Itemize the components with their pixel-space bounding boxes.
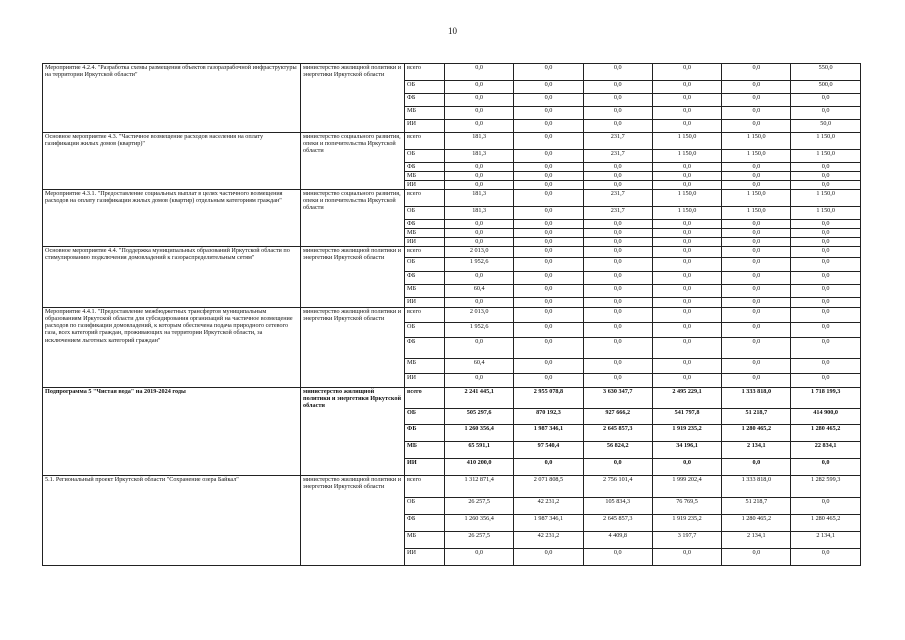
amount-cell: 1 987 346,1	[514, 515, 583, 532]
funding-source: ИИ	[405, 120, 445, 133]
amount-cell: 0,0	[791, 107, 860, 120]
funding-source: ОБ	[405, 498, 445, 515]
funding-source: МБ	[405, 107, 445, 120]
amount-cell: 0,0	[583, 308, 652, 323]
funding-source: всего	[405, 308, 445, 323]
table-row	[43, 388, 861, 409]
funding-source: МБ	[405, 532, 445, 549]
funding-source: ФБ	[405, 515, 445, 532]
amount-cell: 2 071 808,5	[514, 476, 583, 498]
amount-cell: 3 197,7	[652, 532, 721, 549]
amount-cell: 0,0	[722, 549, 791, 566]
amount-cell: 1 987 346,1	[514, 425, 583, 442]
table-row	[43, 190, 861, 207]
amount-cell: 0,0	[514, 258, 583, 272]
amount-cell: 231,7	[583, 190, 652, 207]
amount-cell: 0,0	[514, 107, 583, 120]
amount-cell: 1 333 818,0	[722, 476, 791, 498]
funding-source: ОБ	[405, 258, 445, 272]
funding-source: ОБ	[405, 323, 445, 338]
amount-cell: 0,0	[791, 549, 860, 566]
amount-cell: 0,0	[722, 172, 791, 181]
amount-cell: 0,0	[652, 220, 721, 229]
amount-cell: 1 282 599,3	[791, 476, 860, 498]
amount-cell: 0,0	[722, 459, 791, 476]
amount-cell: 0,0	[722, 359, 791, 374]
amount-cell: 0,0	[445, 338, 514, 359]
activity-name: Основное мероприятие 4.4. "Поддержка муниципальных образований Иркутской области по стимулированию подключения домовладений к газораспределительным сетям"	[43, 247, 301, 308]
amount-cell: 0,0	[791, 272, 860, 285]
amount-cell: 0,0	[722, 308, 791, 323]
amount-cell: 0,0	[791, 258, 860, 272]
amount-cell: 51 218,7	[722, 409, 791, 425]
amount-cell: 0,0	[652, 258, 721, 272]
amount-cell: 0,0	[722, 220, 791, 229]
amount-cell: 0,0	[583, 338, 652, 359]
amount-cell: 105 834,3	[583, 498, 652, 515]
funding-source: всего	[405, 247, 445, 258]
amount-cell: 231,7	[583, 133, 652, 150]
amount-cell: 0,0	[652, 64, 721, 81]
amount-cell: 1 333 818,0	[722, 388, 791, 409]
amount-cell: 0,0	[652, 308, 721, 323]
amount-cell: 927 666,2	[583, 409, 652, 425]
amount-cell: 0,0	[583, 94, 652, 107]
amount-cell: 0,0	[791, 338, 860, 359]
amount-cell: 0,0	[652, 338, 721, 359]
amount-cell: 0,0	[514, 549, 583, 566]
amount-cell: 42 231,2	[514, 532, 583, 549]
funding-source: ФБ	[405, 220, 445, 229]
funding-source: МБ	[405, 285, 445, 298]
amount-cell: 0,0	[583, 374, 652, 388]
amount-cell: 0,0	[791, 374, 860, 388]
amount-cell: 0,0	[514, 229, 583, 238]
amount-cell: 0,0	[445, 298, 514, 308]
amount-cell: 0,0	[445, 172, 514, 181]
amount-cell: 0,0	[722, 258, 791, 272]
amount-cell: 4 409,8	[583, 532, 652, 549]
funding-source: МБ	[405, 442, 445, 459]
budget-table	[42, 63, 861, 566]
amount-cell: 0,0	[445, 94, 514, 107]
amount-cell: 1 260 356,4	[445, 425, 514, 442]
amount-cell: 541 797,8	[652, 409, 721, 425]
amount-cell: 0,0	[791, 298, 860, 308]
amount-cell: 2 134,1	[722, 532, 791, 549]
amount-cell: 50,0	[791, 120, 860, 133]
amount-cell: 34 196,1	[652, 442, 721, 459]
executor-name: министерство жилищной политики и энергетики Иркутской области	[301, 388, 405, 476]
amount-cell: 231,7	[583, 150, 652, 163]
amount-cell: 0,0	[722, 163, 791, 172]
amount-cell: 0,0	[791, 181, 860, 190]
amount-cell: 0,0	[791, 172, 860, 181]
amount-cell: 1 919 235,2	[652, 515, 721, 532]
amount-cell: 0,0	[583, 64, 652, 81]
amount-cell: 0,0	[514, 190, 583, 207]
amount-cell: 1 150,0	[652, 133, 721, 150]
amount-cell: 2 241 445,1	[445, 388, 514, 409]
amount-cell: 0,0	[722, 298, 791, 308]
amount-cell: 414 900,0	[791, 409, 860, 425]
amount-cell: 0,0	[583, 229, 652, 238]
amount-cell: 0,0	[652, 323, 721, 338]
amount-cell: 181,3	[445, 150, 514, 163]
amount-cell: 0,0	[583, 238, 652, 247]
amount-cell: 181,3	[445, 190, 514, 207]
activity-name: 5.1. Региональный проект Иркутской области "Сохранение озера Байкал"	[43, 476, 301, 566]
funding-source: всего	[405, 190, 445, 207]
amount-cell: 0,0	[514, 272, 583, 285]
amount-cell: 1 150,0	[791, 190, 860, 207]
amount-cell: 1 999 202,4	[652, 476, 721, 498]
amount-cell: 1 150,0	[652, 150, 721, 163]
amount-cell: 0,0	[652, 81, 721, 94]
amount-cell: 2 134,1	[791, 532, 860, 549]
amount-cell: 0,0	[652, 181, 721, 190]
amount-cell: 0,0	[445, 238, 514, 247]
amount-cell: 0,0	[583, 323, 652, 338]
amount-cell: 0,0	[514, 150, 583, 163]
funding-source: ФБ	[405, 272, 445, 285]
amount-cell: 410 200,0	[445, 459, 514, 476]
executor-name: министерство жилищной политики и энергетики Иркутской области	[301, 308, 405, 388]
funding-source: ИИ	[405, 459, 445, 476]
amount-cell: 0,0	[445, 374, 514, 388]
amount-cell: 0,0	[583, 247, 652, 258]
activity-name: Основное мероприятие 4.3. "Частичное возмещение расходов населения на оплату газификации жилых домов (квартир)"	[43, 133, 301, 190]
amount-cell: 26 257,5	[445, 498, 514, 515]
amount-cell: 1 150,0	[722, 207, 791, 220]
amount-cell: 0,0	[722, 323, 791, 338]
amount-cell: 0,0	[652, 163, 721, 172]
activity-name: Мероприятие 4.2.4. "Разработка схемы размещения объектов газоразрабочной инфраструктуры на территории Иркутской области"	[43, 64, 301, 133]
amount-cell: 0,0	[652, 459, 721, 476]
amount-cell: 0,0	[583, 272, 652, 285]
amount-cell: 0,0	[445, 120, 514, 133]
amount-cell: 2 645 857,3	[583, 425, 652, 442]
amount-cell: 0,0	[514, 181, 583, 190]
amount-cell: 0,0	[514, 459, 583, 476]
amount-cell: 0,0	[791, 94, 860, 107]
amount-cell: 870 192,3	[514, 409, 583, 425]
amount-cell: 0,0	[652, 298, 721, 308]
funding-source: всего	[405, 133, 445, 150]
amount-cell: 0,0	[514, 285, 583, 298]
amount-cell: 505 297,6	[445, 409, 514, 425]
amount-cell: 0,0	[514, 133, 583, 150]
amount-cell: 1 150,0	[722, 150, 791, 163]
amount-cell: 0,0	[722, 181, 791, 190]
amount-cell: 0,0	[514, 238, 583, 247]
amount-cell: 0,0	[652, 247, 721, 258]
funding-source: ИИ	[405, 238, 445, 247]
amount-cell: 1 952,6	[445, 323, 514, 338]
amount-cell: 1 280 465,2	[791, 425, 860, 442]
amount-cell: 0,0	[514, 338, 583, 359]
amount-cell: 0,0	[514, 247, 583, 258]
amount-cell: 0,0	[514, 64, 583, 81]
amount-cell: 0,0	[791, 359, 860, 374]
amount-cell: 0,0	[652, 107, 721, 120]
amount-cell: 1 280 465,2	[722, 425, 791, 442]
funding-source: всего	[405, 64, 445, 81]
amount-cell: 76 769,5	[652, 498, 721, 515]
amount-cell: 0,0	[722, 338, 791, 359]
amount-cell: 0,0	[583, 459, 652, 476]
amount-cell: 0,0	[791, 285, 860, 298]
funding-source: ФБ	[405, 425, 445, 442]
amount-cell: 0,0	[514, 220, 583, 229]
funding-source: всего	[405, 388, 445, 409]
amount-cell: 0,0	[722, 374, 791, 388]
amount-cell: 0,0	[652, 172, 721, 181]
amount-cell: 1 150,0	[652, 190, 721, 207]
funding-source: ИИ	[405, 374, 445, 388]
amount-cell: 2 645 857,3	[583, 515, 652, 532]
amount-cell: 2 495 229,1	[652, 388, 721, 409]
amount-cell: 42 231,2	[514, 498, 583, 515]
amount-cell: 0,0	[514, 308, 583, 323]
amount-cell: 0,0	[445, 549, 514, 566]
amount-cell: 0,0	[445, 81, 514, 94]
executor-name: министерство социального развития, опеки и попечительства Иркутской области	[301, 133, 405, 190]
amount-cell: 0,0	[583, 359, 652, 374]
amount-cell: 1 280 465,2	[722, 515, 791, 532]
amount-cell: 2 955 078,8	[514, 388, 583, 409]
amount-cell: 0,0	[722, 238, 791, 247]
amount-cell: 0,0	[514, 163, 583, 172]
amount-cell: 0,0	[514, 374, 583, 388]
amount-cell: 0,0	[445, 64, 514, 81]
amount-cell: 550,0	[791, 64, 860, 81]
amount-cell: 0,0	[652, 229, 721, 238]
amount-cell: 26 257,5	[445, 532, 514, 549]
funding-source: ФБ	[405, 163, 445, 172]
executor-name: министерство жилищной политики и энергетики Иркутской области	[301, 476, 405, 566]
amount-cell: 0,0	[652, 359, 721, 374]
amount-cell: 0,0	[445, 163, 514, 172]
amount-cell: 0,0	[583, 172, 652, 181]
amount-cell: 0,0	[652, 94, 721, 107]
table-row	[43, 476, 861, 498]
amount-cell: 181,3	[445, 207, 514, 220]
executor-name: министерство жилищной политики и энергетики Иркутской области	[301, 64, 405, 133]
amount-cell: 97 540,4	[514, 442, 583, 459]
amount-cell: 0,0	[652, 285, 721, 298]
amount-cell: 0,0	[514, 323, 583, 338]
table-row	[43, 133, 861, 150]
amount-cell: 0,0	[791, 247, 860, 258]
amount-cell: 0,0	[583, 220, 652, 229]
amount-cell: 1 919 235,2	[652, 425, 721, 442]
amount-cell: 0,0	[514, 172, 583, 181]
amount-cell: 0,0	[514, 81, 583, 94]
amount-cell: 0,0	[514, 298, 583, 308]
amount-cell: 0,0	[583, 549, 652, 566]
amount-cell: 0,0	[791, 163, 860, 172]
funding-source: ОБ	[405, 207, 445, 220]
amount-cell: 0,0	[583, 298, 652, 308]
amount-cell: 0,0	[722, 229, 791, 238]
table-row	[43, 247, 861, 258]
amount-cell: 1 312 871,4	[445, 476, 514, 498]
funding-source: всего	[405, 476, 445, 498]
amount-cell: 0,0	[722, 285, 791, 298]
amount-cell: 0,0	[445, 272, 514, 285]
amount-cell: 0,0	[583, 258, 652, 272]
amount-cell: 2 756 101,4	[583, 476, 652, 498]
amount-cell: 0,0	[652, 549, 721, 566]
amount-cell: 0,0	[445, 181, 514, 190]
amount-cell: 0,0	[722, 247, 791, 258]
funding-source: МБ	[405, 172, 445, 181]
amount-cell: 0,0	[514, 207, 583, 220]
amount-cell: 1 150,0	[791, 207, 860, 220]
funding-source: МБ	[405, 359, 445, 374]
activity-name: Мероприятие 4.3.1. "Предоставление социальных выплат в целях частичного возмещения расходов на оплату газификации жилых домов (квартир) отдельным категориям граждан"	[43, 190, 301, 247]
funding-source: ИИ	[405, 181, 445, 190]
amount-cell: 0,0	[791, 220, 860, 229]
executor-name: министерство жилищной политики и энергетики Иркутской области	[301, 247, 405, 308]
amount-cell: 0,0	[514, 94, 583, 107]
amount-cell: 0,0	[583, 163, 652, 172]
amount-cell: 1 150,0	[791, 133, 860, 150]
funding-source: ИИ	[405, 298, 445, 308]
amount-cell: 0,0	[722, 81, 791, 94]
funding-source: ОБ	[405, 409, 445, 425]
amount-cell: 60,4	[445, 359, 514, 374]
amount-cell: 0,0	[791, 238, 860, 247]
funding-source: ФБ	[405, 338, 445, 359]
amount-cell: 0,0	[722, 64, 791, 81]
executor-name: министерство социального развития, опеки и попечительства Иркутской области	[301, 190, 405, 247]
amount-cell: 65 591,1	[445, 442, 514, 459]
amount-cell: 0,0	[445, 107, 514, 120]
amount-cell: 0,0	[791, 498, 860, 515]
table-row	[43, 64, 861, 81]
funding-source: ФБ	[405, 94, 445, 107]
amount-cell: 0,0	[791, 229, 860, 238]
activity-name: Подпрограмма 5 "Чистая вода" на 2019-2024 годы	[43, 388, 301, 476]
amount-cell: 1 150,0	[652, 207, 721, 220]
amount-cell: 0,0	[722, 272, 791, 285]
amount-cell: 3 630 347,7	[583, 388, 652, 409]
amount-cell: 0,0	[583, 107, 652, 120]
amount-cell: 231,7	[583, 207, 652, 220]
amount-cell: 0,0	[791, 308, 860, 323]
funding-source: МБ	[405, 229, 445, 238]
amount-cell: 1 718 199,3	[791, 388, 860, 409]
amount-cell: 0,0	[583, 285, 652, 298]
amount-cell: 51 218,7	[722, 498, 791, 515]
amount-cell: 0,0	[652, 120, 721, 133]
table-row	[43, 308, 861, 323]
amount-cell: 56 824,2	[583, 442, 652, 459]
amount-cell: 60,4	[445, 285, 514, 298]
amount-cell: 181,3	[445, 133, 514, 150]
amount-cell: 0,0	[722, 120, 791, 133]
amount-cell: 0,0	[652, 374, 721, 388]
amount-cell: 0,0	[583, 81, 652, 94]
funding-source: ИИ	[405, 549, 445, 566]
amount-cell: 0,0	[722, 94, 791, 107]
amount-cell: 0,0	[445, 229, 514, 238]
amount-cell: 0,0	[445, 220, 514, 229]
funding-source: ОБ	[405, 150, 445, 163]
amount-cell: 1 150,0	[791, 150, 860, 163]
amount-cell: 1 150,0	[722, 133, 791, 150]
activity-name: Мероприятие 4.4.1. "Предоставление межбюджетных трансфертов муниципальным образованиям Иркутской области для субсидирования организаций на частичное возмещение расходов по газификации домовладений, к которым обеспечена подача природного сетевого газа, всех категорий граждан, проживающих на территории Иркутской области, за исключением льготных категорий граждан"	[43, 308, 301, 388]
amount-cell: 0,0	[583, 181, 652, 190]
amount-cell: 0,0	[652, 238, 721, 247]
amount-cell: 0,0	[791, 459, 860, 476]
amount-cell: 1 150,0	[722, 190, 791, 207]
amount-cell: 2 013,0	[445, 247, 514, 258]
amount-cell: 0,0	[791, 323, 860, 338]
amount-cell: 0,0	[652, 272, 721, 285]
funding-source: ОБ	[405, 81, 445, 94]
page-number: 10	[448, 26, 457, 36]
amount-cell: 0,0	[514, 120, 583, 133]
amount-cell: 500,0	[791, 81, 860, 94]
amount-cell: 1 280 465,2	[791, 515, 860, 532]
amount-cell: 0,0	[583, 120, 652, 133]
amount-cell: 1 952,6	[445, 258, 514, 272]
amount-cell: 0,0	[514, 359, 583, 374]
amount-cell: 2 134,1	[722, 442, 791, 459]
amount-cell: 2 013,0	[445, 308, 514, 323]
amount-cell: 1 260 356,4	[445, 515, 514, 532]
amount-cell: 0,0	[722, 107, 791, 120]
amount-cell: 22 834,1	[791, 442, 860, 459]
